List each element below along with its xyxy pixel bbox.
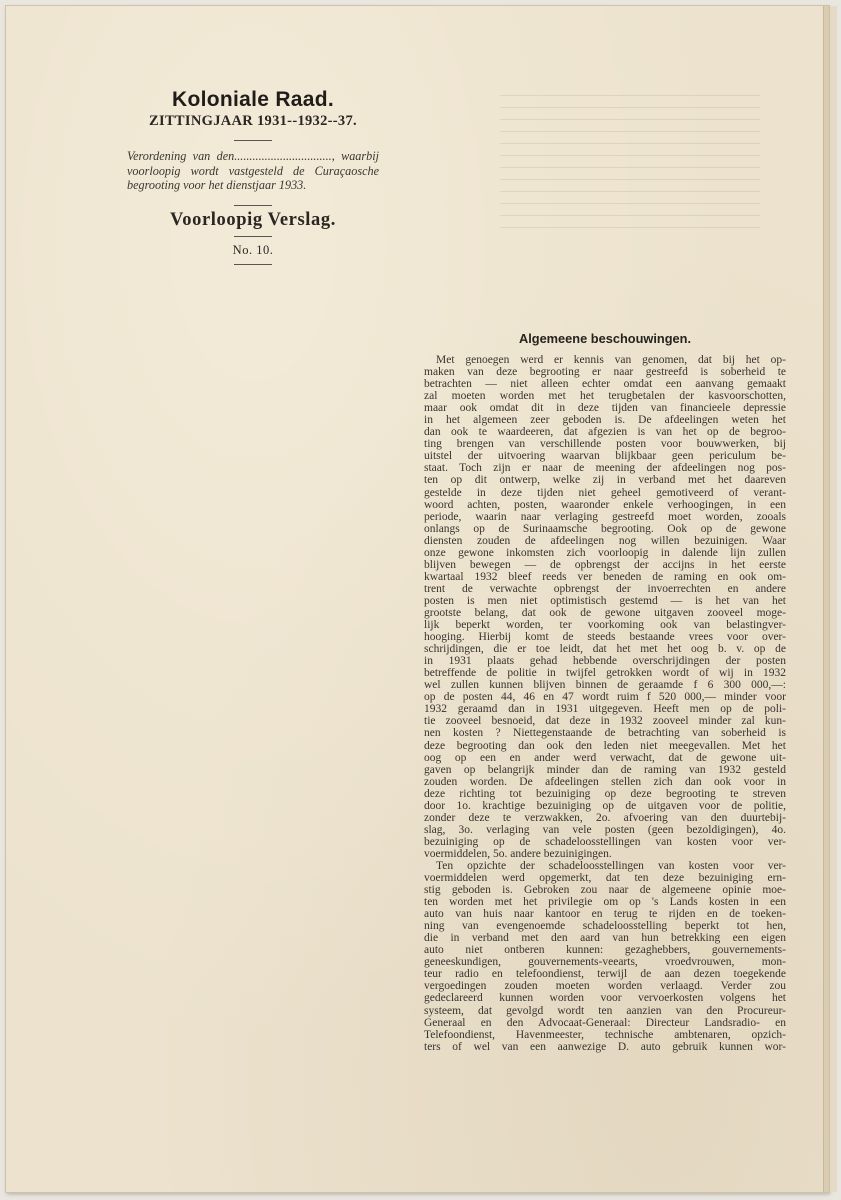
page-edge-inner	[823, 6, 829, 1192]
text-line: maar ook omdat dit in deze tijden van financieele depressie	[424, 402, 786, 415]
text-line: gestelde in deze tijden niet geheel gemotiveerd of verant-	[424, 486, 786, 499]
text-line: door 1o. krachtige bezuiniging op de uitgaven voor de politie,	[424, 799, 786, 812]
text-line: ters of wel van een aanwezige D. auto gebruik kunnen wor-	[424, 1040, 786, 1053]
text-line: voermiddelen werd opgemerkt, dat ten deze bezuiniging ern-	[424, 872, 786, 885]
divider-rule	[234, 264, 272, 265]
text-line: slag, 3o. verlaging van vele posten (geen bezoldigingen), 4o.	[424, 823, 786, 836]
text-line: auto niet ontberen kunnen: gezaghebbers, gouvernements-	[424, 944, 786, 957]
text-line: periode, waarin naar verlaging gestreefd moet worden, zooals	[424, 510, 786, 523]
text-line: auto van huis naar kantoor en terug te rijden en de toeken-	[424, 908, 786, 921]
text-line: Telefoondienst, Havenmeester, technische ambtenaren, opzich-	[424, 1028, 786, 1041]
text-line: gedeclareerd kunnen worden voor vervoerkosten volgens het	[424, 992, 786, 1005]
body-column	[424, 331, 786, 1053]
section-heading: Algemeene beschouwingen.	[518, 331, 692, 346]
text-line: wel zullen kunnen blijven binnen de geraamde f 6 300 000,—:	[424, 679, 786, 692]
paragraph	[424, 860, 786, 1053]
bleed-through-text	[500, 95, 760, 255]
report-title: Voorloopig Verslag.	[170, 209, 336, 230]
text-line: stig geboden is. Gebroken zou naar de algemeene opinie moe-	[424, 884, 786, 897]
text-line: ten op dit ontwerp, welke zij in verband met het daareven	[424, 474, 786, 487]
text-line: Met genoegen werd er kennis van genomen, dat bij het op-	[436, 354, 786, 366]
ordinance-text: Verordening van den................................, waarbij voorloopig wordt vastgesteld de Curaçaosche begrooting voor het dienstjaar 1933.	[127, 149, 379, 192]
text-line: die in verband met den aard van hun betrekking een eigen	[424, 932, 786, 945]
text-line: deze richting tot bezuiniging op deze begrooting te streven	[424, 787, 786, 800]
text-line: op de posten 44, 46 en 47 wordt ruim f 520 000,— minder voor	[424, 691, 786, 704]
text-line: Ten opzichte der schadeloosstellingen van kosten voor ver-	[436, 859, 786, 872]
text-line: posten is men niet optimistisch gestemd — is het van het	[424, 594, 786, 607]
report-number: No. 10.	[232, 242, 274, 257]
divider-rule	[234, 236, 272, 237]
text-line: 1932 geraamd dan in 1931 uitgegeven. Heeft men op de poli-	[424, 703, 786, 716]
text-line: betrachten — niet alleen echter omdat een aanvang gemaakt	[424, 378, 786, 391]
text-line: gaven op belangrijk minder dan de raming van 1932 gesteld	[424, 763, 786, 776]
text-line: blijven bewegen — de opbrengst der accijns in het eerste	[424, 558, 786, 571]
text-line: systeem, dat gevolgd wordt ten aanzien van den Procureur-	[424, 1004, 786, 1017]
text-line: bezuiniging op de schadeloosstellingen van kosten voor ver-	[424, 835, 786, 848]
text-line: oog op een en ander werd verwacht, dat de gewone uit-	[424, 751, 786, 764]
text-line: betreffende de politie in twijfel getrokken wordt of wij in 1932	[424, 667, 786, 680]
text-line: Generaal en den Advocaat-Generaal: Directeur Landsradio- en	[424, 1016, 786, 1029]
text-line: kwartaal 1932 bleef reeds ver beneden de raming en ook om-	[424, 570, 786, 583]
text-line: onlangs op de Surinaamsche begrooting. Ook op de gewone	[424, 522, 786, 535]
title-block	[108, 88, 398, 273]
text-line: staat. Toch zijn er naar de meening der afdeelingen nog pos-	[424, 462, 786, 475]
text-line: teur radio en telefoondienst, terwijl de aan dezen toegekende	[424, 968, 786, 981]
text-line: ning van evengenoemde schadeloosstelling beperkt tot hen,	[424, 920, 786, 933]
text-line: ting brengen van verschillende posten voor bouwwerken, bij	[424, 438, 786, 451]
divider-rule	[234, 205, 272, 206]
text-line: grootste belang, dat ook de gewone uitgaven zooveel moge-	[424, 606, 786, 619]
divider-rule	[234, 140, 272, 141]
text-line: zouden worden. De afdeelingen stellen zich dan ook voor in	[424, 775, 786, 788]
text-line: geneeskundigen, gouvernements-veearts, vroedvrouwen, mon-	[424, 956, 786, 969]
text-line: zal moeten worden met het terugbetalen der kasvoorschotten,	[424, 390, 786, 403]
text-line: deze begrooting dan ook den leden niet meegevallen. Met het	[424, 739, 786, 752]
text-line: tie zooveel besnoeid, dat deze in 1932 zooveel minder zal kun-	[424, 715, 786, 728]
text-line: schrijdingen, die er toe leidt, dat het met het oog b. v. op de	[424, 643, 786, 656]
text-line: zonder deze te verzwakken, 2o. afvoering van den duurtebij-	[424, 811, 786, 824]
paragraph	[424, 354, 786, 860]
council-title: Koloniale Raad.	[171, 88, 335, 111]
text-line: voermiddelen, 5o. andere bezuinigingen.	[424, 847, 612, 860]
text-line: vergoedingen zouden moeten worden verlaagd. Verder zou	[424, 980, 786, 993]
text-line: lijk beperkt worden, ter voorkoming ook van belastingver-	[424, 619, 786, 632]
text-line: hooging. Hierbij komt de steeds bestaande vrees voor over-	[424, 631, 786, 644]
text-line: maken van deze begrooting er naar gestreefd is soberheid te	[424, 366, 786, 379]
text-line: in 1931 plaats gehad hebbende overschrijdingen der posten	[424, 655, 786, 668]
text-line: dan ook te waardeeren, dat afgezien is van het op de begroo-	[424, 426, 786, 439]
text-line: trent de verwachte opbrengst der invoerrechten en andere	[424, 582, 786, 595]
text-line: nen kosten ? Niettegenstaande de betrachting van soberheid is	[424, 727, 786, 740]
body-text	[424, 354, 786, 1053]
page-edge	[829, 6, 837, 1192]
text-line: onze gewone inkomsten zich voorloopig in dalende lijn zullen	[424, 546, 786, 559]
text-line: woord achten, posten, waaronder enkele verhoogingen, in een	[424, 498, 786, 511]
text-line: ten worden met het privilegie om op 's Lands kosten in een	[424, 896, 786, 909]
session-year: ZITTINGJAAR 1931--1932--37.	[149, 113, 357, 129]
text-line: diensten zouden de afdeelingen nog willen bezuinigen. Waar	[424, 534, 786, 547]
text-line: uitstel der uitvoering waarvan blijkbaar geen periculum be-	[424, 450, 786, 463]
text-line: in het algemeen zeer geboden is. De afdeelingen weten het	[424, 414, 786, 427]
